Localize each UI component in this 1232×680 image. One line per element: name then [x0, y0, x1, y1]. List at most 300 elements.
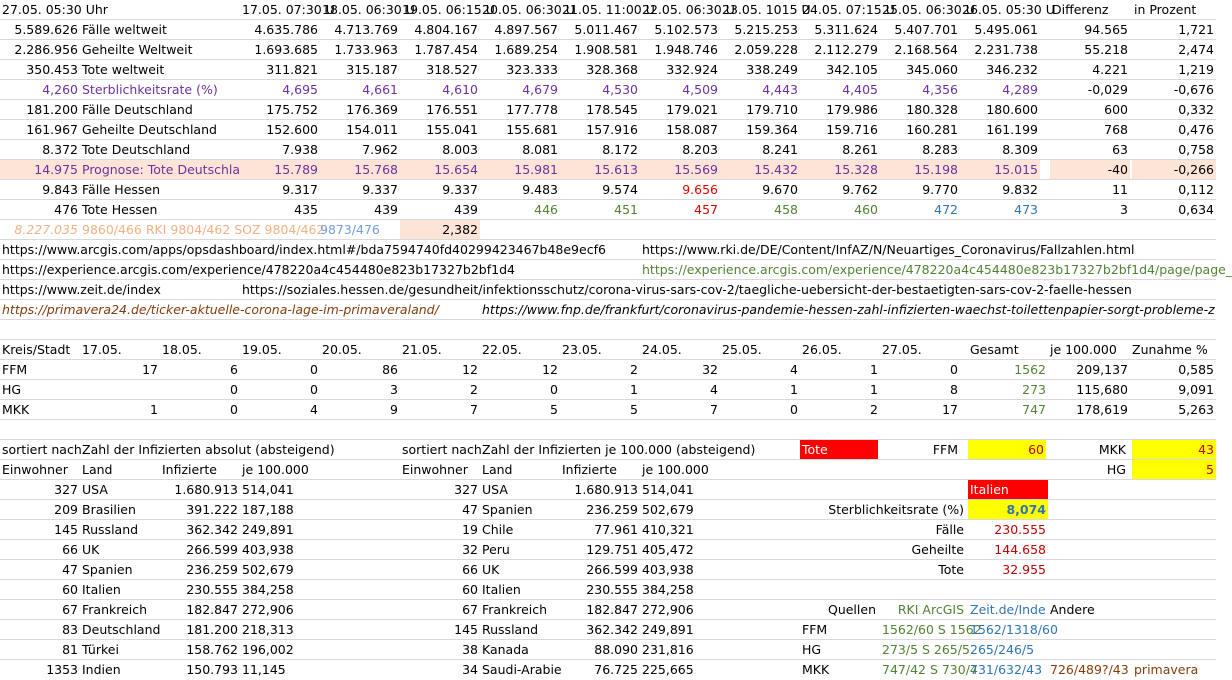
- value-cell[interactable]: 473: [1014, 202, 1038, 217]
- value-cell[interactable]: 9.770: [922, 182, 958, 197]
- value-cell[interactable]: 5.311.624: [814, 22, 878, 37]
- land-cell[interactable]: Italien: [482, 582, 521, 597]
- italien-geheilte-label[interactable]: Geheilte: [911, 542, 964, 557]
- land-cell[interactable]: Spanien: [482, 502, 533, 517]
- einwohner-cell[interactable]: 60: [62, 582, 78, 597]
- kreis-value-cell[interactable]: 1: [870, 382, 878, 397]
- land-cell[interactable]: USA: [482, 482, 508, 497]
- land-cell[interactable]: Russland: [482, 622, 539, 637]
- value-cell[interactable]: 1.787.454: [414, 42, 478, 57]
- je100k-cell[interactable]: 384,258: [242, 582, 294, 597]
- value-cell[interactable]: 177.778: [506, 102, 558, 117]
- value-cell[interactable]: 328.368: [586, 62, 638, 77]
- tote-ffm-value[interactable]: 60: [968, 440, 1046, 460]
- kreis-header-cell[interactable]: 22.05.: [482, 342, 522, 357]
- header-cell[interactable]: in Prozent: [1134, 2, 1197, 17]
- value-cell[interactable]: 15.432: [720, 160, 800, 180]
- infizierte-cell[interactable]: 150.793: [186, 662, 238, 677]
- value-cell[interactable]: 4,260: [42, 82, 78, 97]
- tote-label-cell[interactable]: Tote: [800, 440, 878, 460]
- label-cell[interactable]: Tote Deutschland: [82, 142, 191, 157]
- value-cell[interactable]: 15.613: [560, 160, 640, 180]
- infizierte-cell[interactable]: 266.599: [586, 562, 638, 577]
- tote-ffm-label[interactable]: FFM: [932, 442, 958, 457]
- einwohner-cell[interactable]: 83: [62, 622, 78, 637]
- value-cell[interactable]: 179.986: [826, 102, 878, 117]
- infizierte-cell[interactable]: 182.847: [586, 602, 638, 617]
- quellen-zeit-value[interactable]: 265/246/5: [970, 642, 1035, 657]
- percent-cell[interactable]: 0,332: [1178, 102, 1214, 117]
- land-cell[interactable]: Frankreich: [82, 602, 148, 617]
- header-cell[interactable]: 24.05. 07:15 U: [802, 2, 895, 17]
- header-cell[interactable]: 17.05. 07:30 U: [242, 2, 335, 17]
- value-cell[interactable]: 457: [694, 202, 718, 217]
- value-cell[interactable]: 160.281: [906, 122, 958, 137]
- infizierte-cell[interactable]: 230.555: [186, 582, 238, 597]
- infizierte-cell[interactable]: 181.200: [186, 622, 238, 637]
- land-cell[interactable]: Brasilien: [82, 502, 136, 517]
- value-cell[interactable]: 4,289: [1002, 82, 1038, 97]
- value-cell[interactable]: 4,530: [602, 82, 638, 97]
- value-cell[interactable]: 9.656: [682, 182, 718, 197]
- header-cell[interactable]: 25.05. 06:30 U: [882, 2, 975, 17]
- value-cell[interactable]: 323.333: [506, 62, 558, 77]
- header-cell[interactable]: 21.05. 11:00 U: [562, 2, 655, 17]
- value-cell[interactable]: 15.569: [640, 160, 720, 180]
- value-cell[interactable]: 175.752: [266, 102, 318, 117]
- value-cell[interactable]: 346.232: [986, 62, 1038, 77]
- link-cell[interactable]: https://www.fnp.de/frankfurt/coronavirus-pandemie-hessen-zahl-infizierten-waechst-toilettenpapier-sorgt-probleme-z: [482, 302, 1215, 317]
- je100k-cell[interactable]: 231,816: [642, 642, 694, 657]
- je100k-cell[interactable]: 403,938: [642, 562, 694, 577]
- value-cell[interactable]: 460: [854, 202, 878, 217]
- kreis-header-cell[interactable]: 26.05.: [802, 342, 842, 357]
- einwohner-cell[interactable]: 32: [462, 542, 478, 557]
- value-cell[interactable]: 318.527: [426, 62, 478, 77]
- infizierte-cell[interactable]: 362.342: [186, 522, 238, 537]
- value-cell[interactable]: 1.733.963: [334, 42, 398, 57]
- value-cell[interactable]: 161.967: [26, 122, 78, 137]
- quellen-rki-value[interactable]: 1562/60 S 1562: [882, 622, 982, 637]
- kreis-gesamt-cell[interactable]: 273: [1022, 382, 1046, 397]
- value-cell[interactable]: 9.843: [42, 182, 78, 197]
- italien-tote-value[interactable]: 32.955: [1002, 562, 1046, 577]
- sort-col-header[interactable]: je 100.000: [642, 462, 709, 477]
- kreis-value-cell[interactable]: 12: [542, 362, 558, 377]
- sort-col-header[interactable]: Infizierte: [162, 462, 217, 477]
- value-cell[interactable]: 4,509: [682, 82, 718, 97]
- quellen-andere-value[interactable]: 726/489?/43: [1050, 662, 1129, 677]
- diff-cell[interactable]: 600: [1104, 102, 1128, 117]
- land-cell[interactable]: USA: [82, 482, 108, 497]
- sort-col-header[interactable]: je 100.000: [242, 462, 309, 477]
- note-cell[interactable]: 2,382: [400, 220, 480, 240]
- value-cell[interactable]: 311.821: [266, 62, 318, 77]
- einwohner-cell[interactable]: 81: [62, 642, 78, 657]
- kreis-value-cell[interactable]: 0: [550, 382, 558, 397]
- value-cell[interactable]: 4,610: [442, 82, 478, 97]
- quellen-name[interactable]: FFM: [802, 622, 828, 637]
- infizierte-cell[interactable]: 129.751: [586, 542, 638, 557]
- value-cell[interactable]: 15.981: [480, 160, 560, 180]
- value-cell[interactable]: 8.372: [42, 142, 78, 157]
- land-cell[interactable]: Türkei: [82, 642, 119, 657]
- value-cell[interactable]: 8.309: [1002, 142, 1038, 157]
- infizierte-cell[interactable]: 362.342: [586, 622, 638, 637]
- quellen-extra-value[interactable]: primavera: [1134, 662, 1199, 677]
- header-cell[interactable]: 18.05. 06:30 U: [322, 2, 415, 17]
- kreis-value-cell[interactable]: 2: [470, 382, 478, 397]
- infizierte-cell[interactable]: 1.680.913: [574, 482, 638, 497]
- land-cell[interactable]: Kanada: [482, 642, 529, 657]
- link-cell[interactable]: https://www.arcgis.com/apps/opsdashboard/index.html#/bda7594740fd40299423467b48e9ecf6: [2, 242, 606, 257]
- value-cell[interactable]: 342.105: [826, 62, 878, 77]
- tote-mkk-value[interactable]: 43: [1132, 440, 1216, 460]
- header-cell[interactable]: 19.05. 06:15 U: [402, 2, 495, 17]
- land-cell[interactable]: Chile: [482, 522, 514, 537]
- italien-title[interactable]: Italien: [968, 480, 1048, 500]
- kreis-header-cell[interactable]: 24.05.: [642, 342, 682, 357]
- land-cell[interactable]: Russland: [82, 522, 139, 537]
- diff-cell[interactable]: 3: [1120, 202, 1128, 217]
- italien-rate-value[interactable]: 8,074: [968, 500, 1048, 520]
- value-cell[interactable]: 439: [454, 202, 478, 217]
- kreis-value-cell[interactable]: 5: [630, 402, 638, 417]
- kreis-value-cell[interactable]: 4: [790, 362, 798, 377]
- value-cell[interactable]: 9.317: [282, 182, 318, 197]
- kreis-je-cell[interactable]: 115,680: [1076, 382, 1128, 397]
- infizierte-cell[interactable]: 158.762: [186, 642, 238, 657]
- value-cell[interactable]: 2.286.956: [14, 42, 78, 57]
- diff-cell[interactable]: 55.218: [1084, 42, 1128, 57]
- infizierte-cell[interactable]: 77.961: [594, 522, 638, 537]
- tote-hg-label[interactable]: HG: [1106, 462, 1126, 477]
- sort-col-header[interactable]: Einwohner: [2, 462, 68, 477]
- sort-col-header[interactable]: Land: [482, 462, 513, 477]
- value-cell[interactable]: 458: [774, 202, 798, 217]
- label-cell[interactable]: Tote weltweit: [82, 62, 165, 77]
- value-cell[interactable]: 176.369: [346, 102, 398, 117]
- value-cell[interactable]: 15.015: [960, 160, 1040, 180]
- value-cell[interactable]: 154.011: [346, 122, 398, 137]
- je100k-cell[interactable]: 196,002: [242, 642, 294, 657]
- diff-cell[interactable]: 63: [1112, 142, 1128, 157]
- sort-title-cell[interactable]: Zahl der Infizierten absolut (absteigend): [82, 442, 335, 457]
- kreis-value-cell[interactable]: 0: [230, 382, 238, 397]
- kreis-header-cell[interactable]: 18.05.: [162, 342, 202, 357]
- einwohner-cell[interactable]: 327: [454, 482, 478, 497]
- je100k-cell[interactable]: 502,679: [242, 562, 294, 577]
- link-cell[interactable]: https://www.rki.de/DE/Content/InfAZ/N/Neuartiges_Coronavirus/Fallzahlen.html: [642, 242, 1135, 257]
- value-cell[interactable]: 2.059.228: [734, 42, 798, 57]
- quellen-zeit-value[interactable]: 1562/1318/60: [970, 622, 1058, 637]
- value-cell[interactable]: 2.112.279: [814, 42, 878, 57]
- kreis-header-cell[interactable]: 27.05.: [882, 342, 922, 357]
- kreis-value-cell[interactable]: 4: [710, 382, 718, 397]
- percent-cell[interactable]: 2,474: [1178, 42, 1214, 57]
- kreis-value-cell[interactable]: 7: [470, 402, 478, 417]
- sort-col-header[interactable]: Infizierte: [562, 462, 617, 477]
- infizierte-cell[interactable]: 236.259: [186, 562, 238, 577]
- kreis-value-cell[interactable]: 1: [870, 362, 878, 377]
- je100k-cell[interactable]: 514,041: [642, 482, 694, 497]
- einwohner-cell[interactable]: 67: [462, 602, 478, 617]
- je100k-cell[interactable]: 218,313: [242, 622, 294, 637]
- italien-faelle-value[interactable]: 230.555: [994, 522, 1046, 537]
- kreis-value-cell[interactable]: 2: [630, 362, 638, 377]
- kreis-value-cell[interactable]: 2: [870, 402, 878, 417]
- label-cell[interactable]: Tote Hessen: [82, 202, 158, 217]
- value-cell[interactable]: 159.364: [746, 122, 798, 137]
- quellen-label[interactable]: Quellen: [827, 602, 876, 617]
- value-cell[interactable]: 4,679: [522, 82, 558, 97]
- value-cell[interactable]: 9.574: [602, 182, 638, 197]
- einwohner-cell[interactable]: 145: [454, 622, 478, 637]
- link-cell[interactable]: https://www.zeit.de/index: [2, 282, 161, 297]
- kreis-header-cell[interactable]: 20.05.: [322, 342, 362, 357]
- value-cell[interactable]: 7.962: [362, 142, 398, 157]
- value-cell[interactable]: 9.483: [522, 182, 558, 197]
- value-cell[interactable]: 158.087: [666, 122, 718, 137]
- italien-rate-label[interactable]: Sterblichkeitsrate (%): [828, 502, 964, 517]
- value-cell[interactable]: 338.249: [746, 62, 798, 77]
- value-cell[interactable]: 9.337: [362, 182, 398, 197]
- percent-cell[interactable]: 0,634: [1178, 202, 1214, 217]
- je100k-cell[interactable]: 187,188: [242, 502, 294, 517]
- value-cell[interactable]: 345.060: [906, 62, 958, 77]
- value-cell[interactable]: 161.199: [986, 122, 1038, 137]
- einwohner-cell[interactable]: 34: [462, 662, 478, 677]
- land-cell[interactable]: Spanien: [82, 562, 133, 577]
- value-cell[interactable]: 181.200: [26, 102, 78, 117]
- infizierte-cell[interactable]: 391.222: [186, 502, 238, 517]
- kreis-value-cell[interactable]: 3: [390, 382, 398, 397]
- value-cell[interactable]: 15.198: [880, 160, 960, 180]
- einwohner-cell[interactable]: 60: [462, 582, 478, 597]
- tote-mkk-label[interactable]: MKK: [1098, 442, 1126, 457]
- value-cell[interactable]: 7.938: [282, 142, 318, 157]
- value-cell[interactable]: 155.681: [506, 122, 558, 137]
- value-cell[interactable]: 8.241: [762, 142, 798, 157]
- value-cell[interactable]: 1.908.581: [574, 42, 638, 57]
- infizierte-cell[interactable]: 266.599: [186, 542, 238, 557]
- diff-cell[interactable]: -0,029: [1087, 82, 1128, 97]
- einwohner-cell[interactable]: 327: [54, 482, 78, 497]
- einwohner-cell[interactable]: 66: [462, 562, 478, 577]
- kreis-value-cell[interactable]: 1: [630, 382, 638, 397]
- einwohner-cell[interactable]: 47: [62, 562, 78, 577]
- link-cell[interactable]: https://soziales.hessen.de/gesundheit/infektionsschutz/corona-virus-sars-cov-2/taegliche-uebersicht-der-bestaetigten-sars-cov-2-faelle-hessen: [242, 282, 1132, 297]
- value-cell[interactable]: 315.187: [346, 62, 398, 77]
- einwohner-cell[interactable]: 66: [62, 542, 78, 557]
- percent-cell[interactable]: 1,721: [1178, 22, 1214, 37]
- value-cell[interactable]: 8.003: [442, 142, 478, 157]
- einwohner-cell[interactable]: 145: [54, 522, 78, 537]
- value-cell[interactable]: 5.495.061: [974, 22, 1038, 37]
- kreis-gesamt-cell[interactable]: 1562: [1014, 362, 1046, 377]
- value-cell[interactable]: 15.789: [240, 160, 320, 180]
- kreis-name-cell[interactable]: HG: [2, 382, 22, 397]
- value-cell[interactable]: 178.545: [586, 102, 638, 117]
- kreis-value-cell[interactable]: 17: [942, 402, 958, 417]
- diff-cell[interactable]: -40: [1050, 160, 1130, 180]
- kreis-header-cell[interactable]: Kreis/Stadt: [2, 342, 71, 357]
- value-cell[interactable]: 5.589.626: [14, 22, 78, 37]
- value-cell[interactable]: 472: [934, 202, 958, 217]
- value-cell[interactable]: 4.635.786: [254, 22, 318, 37]
- kreis-value-cell[interactable]: 86: [382, 362, 398, 377]
- value-cell[interactable]: 179.021: [666, 102, 718, 117]
- infizierte-cell[interactable]: 230.555: [586, 582, 638, 597]
- kreis-value-cell[interactable]: 17: [142, 362, 158, 377]
- sort-title-cell[interactable]: sortiert nach: [402, 442, 482, 457]
- kreis-gesamt-cell[interactable]: 747: [1022, 402, 1046, 417]
- percent-cell[interactable]: -0,676: [1173, 82, 1214, 97]
- value-cell[interactable]: 4.713.769: [334, 22, 398, 37]
- diff-cell[interactable]: 94.565: [1084, 22, 1128, 37]
- quellen-andere[interactable]: Andere: [1050, 602, 1095, 617]
- italien-tote-label[interactable]: Tote: [938, 562, 964, 577]
- value-cell[interactable]: 8.172: [602, 142, 638, 157]
- je100k-cell[interactable]: 272,906: [242, 602, 294, 617]
- header-cell[interactable]: 27.05. 05:30 Uhr: [2, 2, 108, 17]
- label-cell[interactable]: Fälle weltweit: [82, 22, 167, 37]
- kreis-value-cell[interactable]: 4: [310, 402, 318, 417]
- land-cell[interactable]: Frankreich: [482, 602, 548, 617]
- einwohner-cell[interactable]: 19: [462, 522, 478, 537]
- kreis-header-cell[interactable]: 17.05.: [82, 342, 122, 357]
- percent-cell[interactable]: 0,758: [1178, 142, 1214, 157]
- kreis-value-cell[interactable]: 12: [462, 362, 478, 377]
- je100k-cell[interactable]: 502,679: [642, 502, 694, 517]
- je100k-cell[interactable]: 410,321: [642, 522, 694, 537]
- value-cell[interactable]: 8.283: [922, 142, 958, 157]
- land-cell[interactable]: Indien: [82, 662, 121, 677]
- value-cell[interactable]: 9.762: [842, 182, 878, 197]
- quellen-extra-value[interactable]: [1132, 640, 1216, 660]
- je100k-cell[interactable]: 272,906: [642, 602, 694, 617]
- quellen-zeit[interactable]: Zeit.de/Inde: [970, 602, 1046, 617]
- kreis-header-cell[interactable]: Gesamt: [970, 342, 1019, 357]
- value-cell[interactable]: 451: [614, 202, 638, 217]
- value-cell[interactable]: 5.407.701: [894, 22, 958, 37]
- sort-title-cell[interactable]: sortiert nach: [2, 442, 82, 457]
- diff-cell[interactable]: 11: [1112, 182, 1128, 197]
- value-cell[interactable]: 180.600: [986, 102, 1038, 117]
- header-cell[interactable]: 26.05. 05:30 U: [962, 2, 1055, 17]
- je100k-cell[interactable]: 249,891: [242, 522, 294, 537]
- kreis-header-cell[interactable]: 21.05.: [402, 342, 442, 357]
- land-cell[interactable]: Peru: [482, 542, 510, 557]
- quellen-extra-value[interactable]: [1132, 620, 1216, 640]
- value-cell[interactable]: 4,356: [922, 82, 958, 97]
- value-cell[interactable]: 1.693.685: [254, 42, 318, 57]
- land-cell[interactable]: Deutschland: [82, 622, 161, 637]
- value-cell[interactable]: 155.041: [426, 122, 478, 137]
- value-cell[interactable]: 476: [54, 202, 78, 217]
- sort-col-header[interactable]: Land: [82, 462, 113, 477]
- einwohner-cell[interactable]: 47: [462, 502, 478, 517]
- kreis-value-cell[interactable]: 0: [790, 402, 798, 417]
- infizierte-cell[interactable]: 1.680.913: [174, 482, 238, 497]
- label-cell[interactable]: Sterblichkeitsrate (%): [82, 82, 218, 97]
- value-cell[interactable]: 446: [534, 202, 558, 217]
- kreis-zunahme-cell[interactable]: 0,585: [1178, 362, 1214, 377]
- land-cell[interactable]: UK: [482, 562, 500, 577]
- je100k-cell[interactable]: 405,472: [642, 542, 694, 557]
- kreis-value-cell[interactable]: 7: [710, 402, 718, 417]
- value-cell[interactable]: 8.261: [842, 142, 878, 157]
- link-cell[interactable]: https://primavera24.de/ticker-aktuelle-corona-lage-im-primaveraland/: [2, 302, 439, 317]
- einwohner-cell[interactable]: 67: [62, 602, 78, 617]
- value-cell[interactable]: 439: [374, 202, 398, 217]
- land-cell[interactable]: Italien: [82, 582, 121, 597]
- je100k-cell[interactable]: 514,041: [242, 482, 294, 497]
- header-cell[interactable]: 23.05. 1015 U: [722, 2, 811, 17]
- einwohner-cell[interactable]: 1353: [46, 662, 78, 677]
- infizierte-cell[interactable]: 182.847: [186, 602, 238, 617]
- kreis-je-cell[interactable]: 209,137: [1076, 362, 1128, 377]
- kreis-header-cell[interactable]: 23.05.: [562, 342, 602, 357]
- kreis-header-cell[interactable]: Zunahme %: [1132, 342, 1208, 357]
- je100k-cell[interactable]: 249,891: [642, 622, 694, 637]
- value-cell[interactable]: 5.215.253: [734, 22, 798, 37]
- value-cell[interactable]: 159.716: [826, 122, 878, 137]
- value-cell[interactable]: 8.203: [682, 142, 718, 157]
- value-cell[interactable]: 15.654: [400, 160, 480, 180]
- value-cell[interactable]: 9.670: [762, 182, 798, 197]
- link-cell[interactable]: https://experience.arcgis.com/experience/478220a4c454480e823b17327b2bf1d4/page/page_: [642, 262, 1232, 277]
- value-cell[interactable]: 1.689.254: [494, 42, 558, 57]
- percent-cell[interactable]: -0,266: [1132, 160, 1216, 180]
- value-cell[interactable]: 5.011.467: [574, 22, 638, 37]
- value-cell[interactable]: 180.328: [906, 102, 958, 117]
- label-cell[interactable]: Geheilte Weltweit: [82, 42, 193, 57]
- infizierte-cell[interactable]: 236.259: [586, 502, 638, 517]
- link-cell[interactable]: https://experience.arcgis.com/experience/478220a4c454480e823b17327b2bf1d4: [2, 262, 515, 277]
- value-cell[interactable]: 15.328: [800, 160, 880, 180]
- kreis-value-cell[interactable]: 0: [310, 362, 318, 377]
- land-cell[interactable]: UK: [82, 542, 100, 557]
- kreis-je-cell[interactable]: 178,619: [1076, 402, 1128, 417]
- value-cell[interactable]: 4,661: [362, 82, 398, 97]
- value-cell[interactable]: 4,405: [842, 82, 878, 97]
- sort-col-header[interactable]: Einwohner: [402, 462, 468, 477]
- value-cell[interactable]: 152.600: [266, 122, 318, 137]
- value-cell[interactable]: 4,695: [282, 82, 318, 97]
- kreis-value-cell[interactable]: 6: [230, 362, 238, 377]
- value-cell[interactable]: 176.551: [426, 102, 478, 117]
- kreis-name-cell[interactable]: FFM: [2, 362, 28, 377]
- value-cell[interactable]: 9.832: [1002, 182, 1038, 197]
- percent-cell[interactable]: 1,219: [1178, 62, 1214, 77]
- label-cell[interactable]: Geheilte Deutschland: [82, 122, 217, 137]
- note-cell[interactable]: 9873/476: [320, 222, 380, 237]
- value-cell[interactable]: 332.924: [666, 62, 718, 77]
- kreis-value-cell[interactable]: 1: [150, 402, 158, 417]
- percent-cell[interactable]: 0,112: [1178, 182, 1214, 197]
- kreis-value-cell[interactable]: 1: [790, 382, 798, 397]
- land-cell[interactable]: Saudi-Arabie: [482, 662, 562, 677]
- je100k-cell[interactable]: 225,665: [642, 662, 694, 677]
- value-cell[interactable]: 4,443: [762, 82, 798, 97]
- kreis-name-cell[interactable]: MKK: [2, 402, 30, 417]
- quellen-name[interactable]: HG: [802, 642, 822, 657]
- label-cell[interactable]: Fälle Deutschland: [82, 102, 193, 117]
- label-cell[interactable]: Fälle Hessen: [82, 182, 161, 197]
- percent-cell[interactable]: 0,476: [1178, 122, 1214, 137]
- value-cell[interactable]: 157.916: [586, 122, 638, 137]
